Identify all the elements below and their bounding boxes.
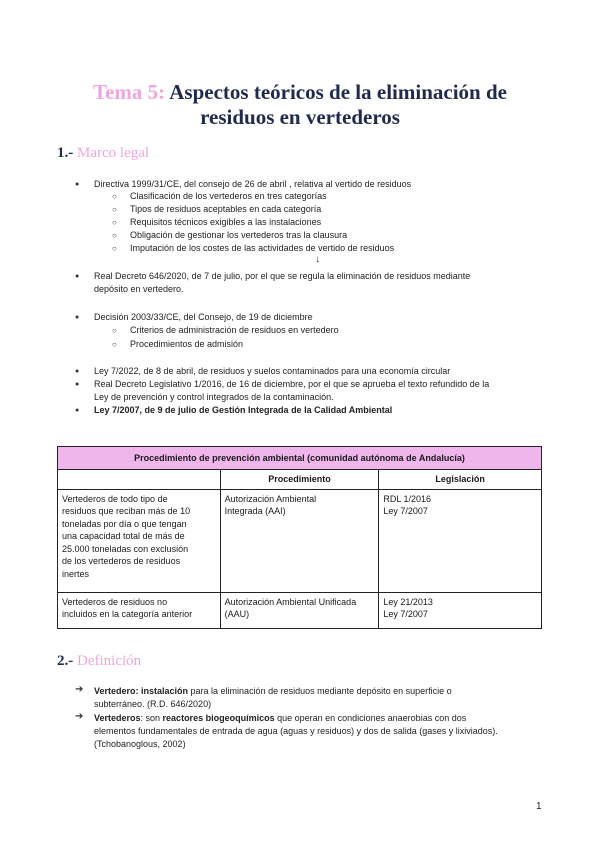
cell-line: Integrada (AAI)	[224, 506, 286, 516]
circle-bullet-icon: ○	[112, 244, 117, 253]
definition-term: Vertedero: instalación	[94, 686, 189, 696]
col-header-legislation: Legislación	[379, 470, 542, 490]
section-number: 2.-	[57, 653, 74, 669]
bullet-icon: ●	[75, 407, 80, 414]
legal-subitem: Clasificación de los vertederos en tres categorías	[130, 191, 327, 201]
page-number: 1	[536, 801, 542, 812]
right-arrow-icon: ➔	[75, 684, 84, 695]
definition-text: para la eliminación de residuos mediante depósito en superficie o	[188, 686, 452, 696]
section-label: Definición	[77, 653, 142, 669]
table-header: Procedimiento de prevención ambiental (comunidad autónoma de Andalucía)	[58, 447, 542, 470]
legal-subitem: Procedimientos de admisión	[130, 339, 244, 349]
definition-text: que operan en condiciones anaerobias con dos	[274, 713, 467, 723]
row-description	[58, 489, 221, 592]
row-procedure	[220, 489, 379, 592]
bullet-icon: ●	[75, 314, 80, 321]
legal-item-5-line2: Ley de prevención y control integrados de la contaminación.	[94, 392, 334, 402]
cell-line: Vertederos de todo tipo de	[62, 493, 168, 504]
legal-subitem: Requisitos técnicos exigibles a las instalaciones	[130, 217, 322, 227]
title-line2: residuos en vertederos	[200, 105, 400, 129]
section-heading-definicion	[57, 653, 141, 670]
section-number: 1.-	[57, 145, 74, 161]
cell-line: Autorización Ambiental Unificada	[224, 596, 357, 607]
bullet-icon: ●	[75, 273, 80, 280]
legal-item-3: Decisión 2003/33/CE, del Consejo, de 19 de diciembre	[94, 312, 313, 322]
cell-line: (AAU)	[224, 609, 250, 619]
table-corner-cell	[58, 470, 221, 490]
legal-item-2-line1: Real Decreto 646/2020, de 7 de julio, por el que se regula la eliminación de residuos mediante	[94, 271, 471, 281]
procedure-table	[57, 446, 542, 629]
title-prefix: Tema 5:	[93, 80, 166, 104]
section-heading-marco-legal	[57, 145, 149, 162]
legal-item-1: Directiva 1999/31/CE, del consejo de 26 de abril , relativa al vertido de residuos	[94, 179, 412, 189]
row-procedure	[220, 592, 379, 628]
cell-line: inertes	[62, 568, 90, 579]
table-row	[58, 489, 542, 592]
down-arrow-icon: ↓	[315, 254, 320, 265]
cell-line: 25.000 toneladas con exclusión	[62, 543, 189, 554]
cell-line: Ley 7/2007	[383, 609, 428, 619]
definition-1-line2: subterráneo. (R.D. 646/2020)	[94, 699, 212, 709]
cell-line: de los vertederos de residuos	[62, 556, 181, 566]
title-line1: Aspectos teóricos de la eliminación de	[169, 80, 507, 104]
definition-term: Vertederos	[94, 713, 141, 723]
cell-line: Autorización Ambiental	[224, 493, 317, 504]
circle-bullet-icon: ○	[112, 326, 117, 335]
row-legislation	[379, 592, 542, 628]
cell-line: Ley 7/2007	[383, 506, 428, 516]
definition-text: : son	[140, 713, 163, 723]
definition-2-line1	[94, 712, 466, 725]
cell-line: Vertederos de residuos no	[62, 596, 168, 607]
legal-subitem: Obligación de gestionar los vertederos tras la clausura	[130, 230, 348, 240]
cell-line: toneladas por día o que tengan	[62, 518, 187, 529]
section-label: Marco legal	[77, 145, 150, 161]
legal-item-5-line1: Real Decreto Legislativo 1/2016, de 16 de diciembre, por el que se aprueba el texto refundido de la	[94, 379, 490, 389]
circle-bullet-icon: ○	[112, 218, 117, 227]
legal-subitem: Tipos de residuos aceptables en cada categoría	[130, 204, 322, 214]
cell-line: incluidos en la categoría anterior	[62, 609, 193, 619]
row-description	[58, 592, 221, 628]
legal-item-6: Ley 7/2007, de 9 de julio de Gestión Integrada de la Calidad Ambiental	[94, 405, 393, 415]
cell-line: residuos que reciban más de 10	[62, 506, 191, 516]
definition-2-line3: (Tchobanoglous, 2002)	[94, 739, 186, 749]
cell-line: Ley 21/2013	[383, 596, 433, 607]
page-title	[0, 80, 600, 130]
bullet-icon: ●	[75, 381, 80, 388]
definition-2-line2: elementos fundamentales de entrada de agua (aguas y residuos) y dos de salida (gases y lixiviados).	[94, 726, 498, 736]
cell-line: RDL 1/2016	[383, 493, 432, 504]
legal-item-4: Ley 7/2022, de 8 de abril, de residuos y suelos contaminados para una economía circular	[94, 366, 451, 376]
circle-bullet-icon: ○	[112, 231, 117, 240]
definition-term: reactores biogeoquímicos	[162, 713, 275, 723]
circle-bullet-icon: ○	[112, 205, 117, 214]
circle-bullet-icon: ○	[112, 340, 117, 349]
cell-line: una capacidad total de más de	[62, 531, 185, 541]
bullet-icon: ●	[75, 181, 80, 188]
row-legislation	[379, 489, 542, 592]
table-row	[58, 592, 542, 628]
right-arrow-icon: ➔	[75, 711, 84, 722]
legal-subitem: Criterios de administración de residuos en vertedero	[130, 325, 339, 335]
legal-item-2-line2: depósito en vertedero.	[94, 284, 184, 294]
definition-1-line1	[94, 685, 452, 698]
legal-subitem: Imputación de los costes de las actividades de vertido de residuos	[130, 243, 395, 253]
col-header-procedure: Procedimiento	[220, 470, 379, 490]
bullet-icon: ●	[75, 368, 80, 375]
circle-bullet-icon: ○	[112, 192, 117, 201]
